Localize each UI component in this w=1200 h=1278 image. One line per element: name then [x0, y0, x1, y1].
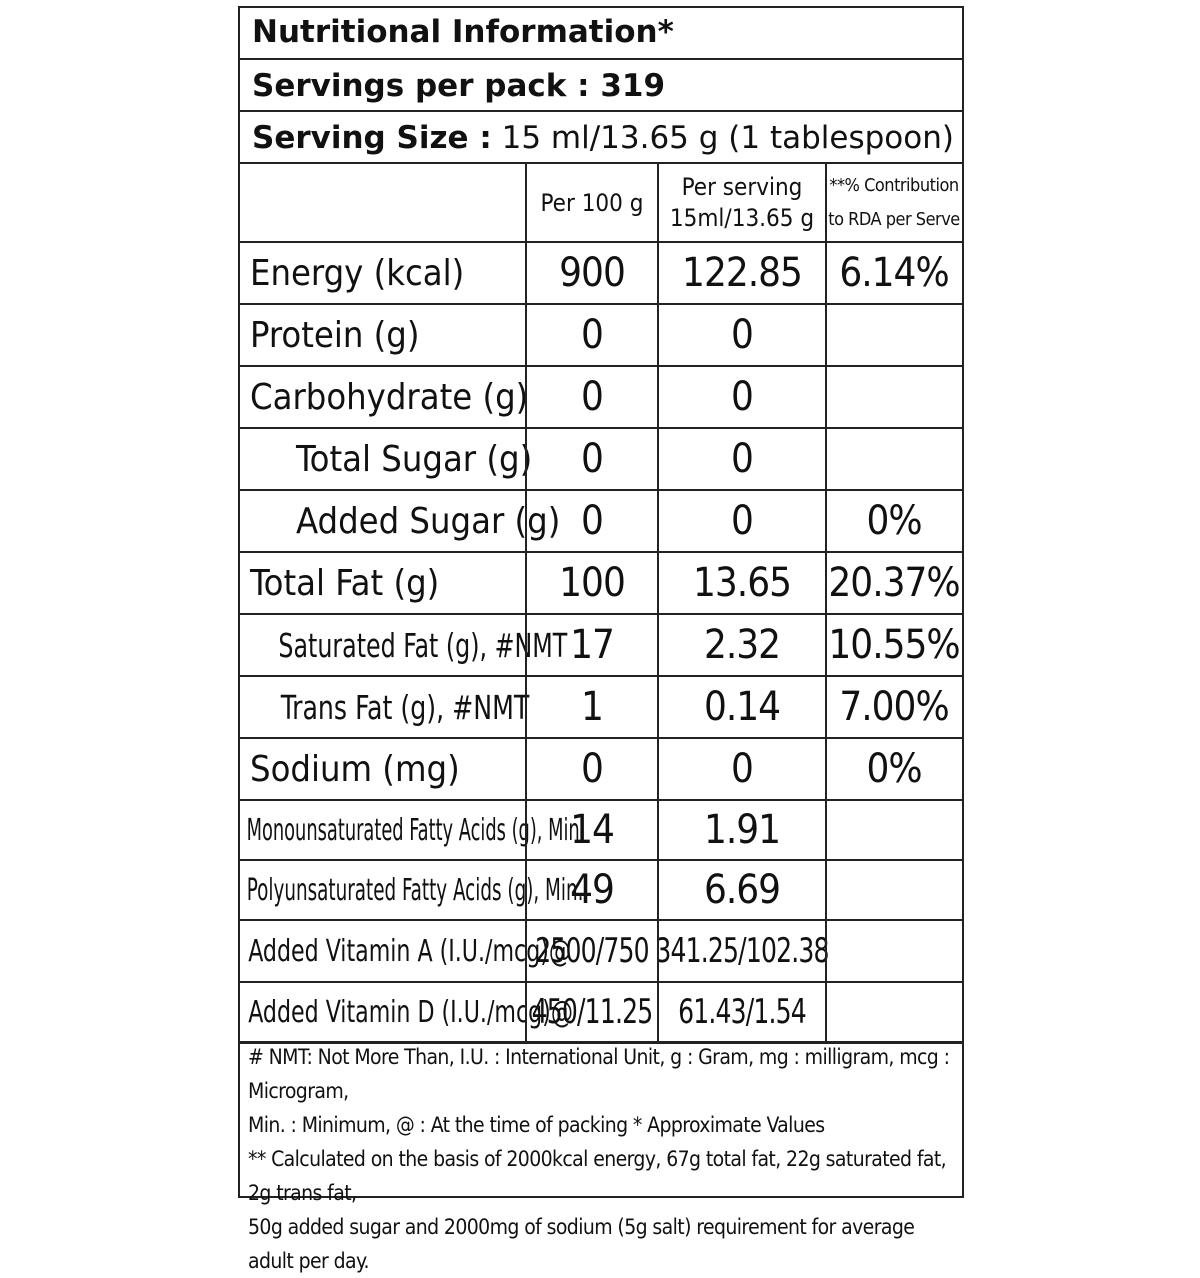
value-per-serving: 61.43/1.54	[678, 992, 806, 1032]
value-per-100g: 0	[581, 746, 603, 792]
row-divider	[240, 427, 962, 429]
value-rda	[826, 860, 962, 920]
value-rda	[826, 920, 962, 982]
value-per-serving: 0	[731, 436, 753, 482]
value-rda: 20.37%	[828, 560, 960, 606]
row-divider	[240, 303, 962, 305]
nutrient-label: Polyunsaturated Fatty Acids (g), Min.	[246, 872, 584, 908]
footnote-line: 50g added sugar and 2000mg of sodium (5g salt) requirement for average adult per day.	[248, 1215, 915, 1273]
nutrient-label-cell	[240, 552, 526, 614]
table-title	[240, 8, 962, 60]
row-divider	[240, 613, 962, 615]
row-divider	[240, 365, 962, 367]
footnote-line: Min. : Minimum, @ : At the time of packing * Approximate Values	[248, 1113, 825, 1137]
value-per-100g: 49	[570, 867, 614, 913]
nutrient-label-cell	[240, 738, 526, 800]
servings-text: Servings per pack : 319	[252, 68, 666, 104]
nutrient-label: Added Vitamin D (I.U./mcg)@	[248, 994, 573, 1030]
nutrient-label-cell	[240, 920, 572, 982]
row-divider	[240, 981, 962, 983]
row-divider	[240, 799, 962, 801]
value-rda	[826, 982, 962, 1042]
nutrient-label-cell	[240, 676, 530, 738]
value-per-100g: 450/11.25	[531, 992, 653, 1032]
nutrient-label-cell	[240, 304, 526, 366]
serving-size	[240, 112, 962, 164]
serving-size-label: Serving Size :	[252, 120, 492, 156]
value-rda: 7.00%	[839, 684, 949, 730]
nutrient-label-cell	[240, 800, 586, 860]
row-divider	[240, 489, 962, 491]
value-rda: 10.55%	[828, 622, 960, 668]
footnote-line: ** Calculated on the basis of 2000kcal energy, 67g total fat, 22g saturated fat, 2g trans fat,	[248, 1147, 947, 1205]
value-per-serving: 0	[731, 312, 753, 358]
value-per-100g: 1	[581, 684, 603, 730]
value-per-serving: 0.14	[703, 684, 781, 730]
row-divider	[240, 241, 962, 243]
footnote-line: # NMT: Not More Than, I.U. : International Unit, g : Gram, mg : milligram, mcg : Microgram,	[248, 1045, 950, 1103]
nutrient-label-cell	[240, 428, 533, 490]
servings-per-pack	[240, 60, 962, 112]
value-per-serving: 6.69	[703, 867, 781, 913]
column-divider	[525, 164, 527, 1042]
nutrient-label: Saturated Fat (g), #NMT	[278, 625, 568, 665]
nutrient-label-cell	[240, 242, 526, 304]
column-header-per-100g: Per 100 g	[540, 188, 644, 217]
row-divider	[240, 551, 962, 553]
row-divider	[240, 859, 962, 861]
value-rda	[826, 428, 962, 490]
nutrition-table	[238, 6, 964, 1273]
nutrient-label: Sodium (mg)	[250, 748, 460, 790]
value-rda: 6.14%	[839, 250, 949, 296]
column-header-per-serving: Per serving 15ml/13.65 g	[669, 173, 815, 232]
value-per-100g: 0	[581, 312, 603, 358]
value-rda	[826, 366, 962, 428]
value-per-serving: 0	[731, 746, 753, 792]
value-per-100g: 17	[570, 622, 614, 668]
nutrient-label: Total Sugar (g)	[296, 438, 533, 480]
value-per-serving: 341.25/102.38	[655, 931, 829, 971]
row-divider	[240, 919, 962, 921]
row-divider	[240, 675, 962, 677]
nutrient-label-cell	[240, 614, 568, 676]
value-per-100g: 14	[570, 807, 614, 853]
value-per-100g: 0	[581, 498, 603, 544]
nutrient-label: Protein (g)	[250, 314, 420, 356]
value-per-100g: 0	[581, 374, 603, 420]
nutrient-label: Carbohydrate (g)	[250, 376, 529, 418]
column-header-rda: **% Contribution to RDA per Serve	[828, 175, 960, 230]
value-per-serving: 2.32	[703, 622, 781, 668]
value-per-serving: 1.91	[703, 807, 781, 853]
serving-size-value: 15 ml/13.65 g (1 tablespoon)	[491, 120, 954, 156]
value-rda	[826, 800, 962, 860]
value-per-serving: 13.65	[693, 560, 791, 606]
nutrient-label: Added Vitamin A (I.U./mcg)@	[248, 933, 572, 969]
value-per-serving: 0	[731, 374, 753, 420]
nutrient-label-cell	[240, 366, 529, 428]
value-rda	[826, 304, 962, 366]
value-per-100g: 100	[559, 560, 625, 606]
value-per-serving: 0	[731, 498, 753, 544]
footnote	[248, 1040, 960, 1278]
nutrient-label: Added Sugar (g)	[296, 500, 561, 542]
title-text: Nutritional Information*	[252, 14, 674, 50]
nutrient-label-cell	[240, 860, 584, 920]
nutrient-label: Monounsaturated Fatty Acids (g), Min.	[246, 812, 586, 848]
column-divider	[825, 164, 827, 1042]
nutrient-label: Trans Fat (g), #NMT	[280, 687, 530, 727]
value-rda: 0%	[866, 746, 922, 792]
row-divider	[240, 737, 962, 739]
nutrient-label-cell	[240, 490, 561, 552]
nutrient-label: Total Fat (g)	[250, 562, 440, 604]
value-per-100g: 2500/750	[535, 931, 649, 971]
value-rda: 0%	[866, 498, 922, 544]
value-per-100g: 900	[559, 250, 625, 296]
value-per-serving: 122.85	[682, 250, 802, 296]
value-per-100g: 0	[581, 436, 603, 482]
column-divider	[657, 164, 659, 1042]
nutrient-label: Energy (kcal)	[250, 252, 465, 294]
nutrient-label-cell	[240, 982, 573, 1042]
